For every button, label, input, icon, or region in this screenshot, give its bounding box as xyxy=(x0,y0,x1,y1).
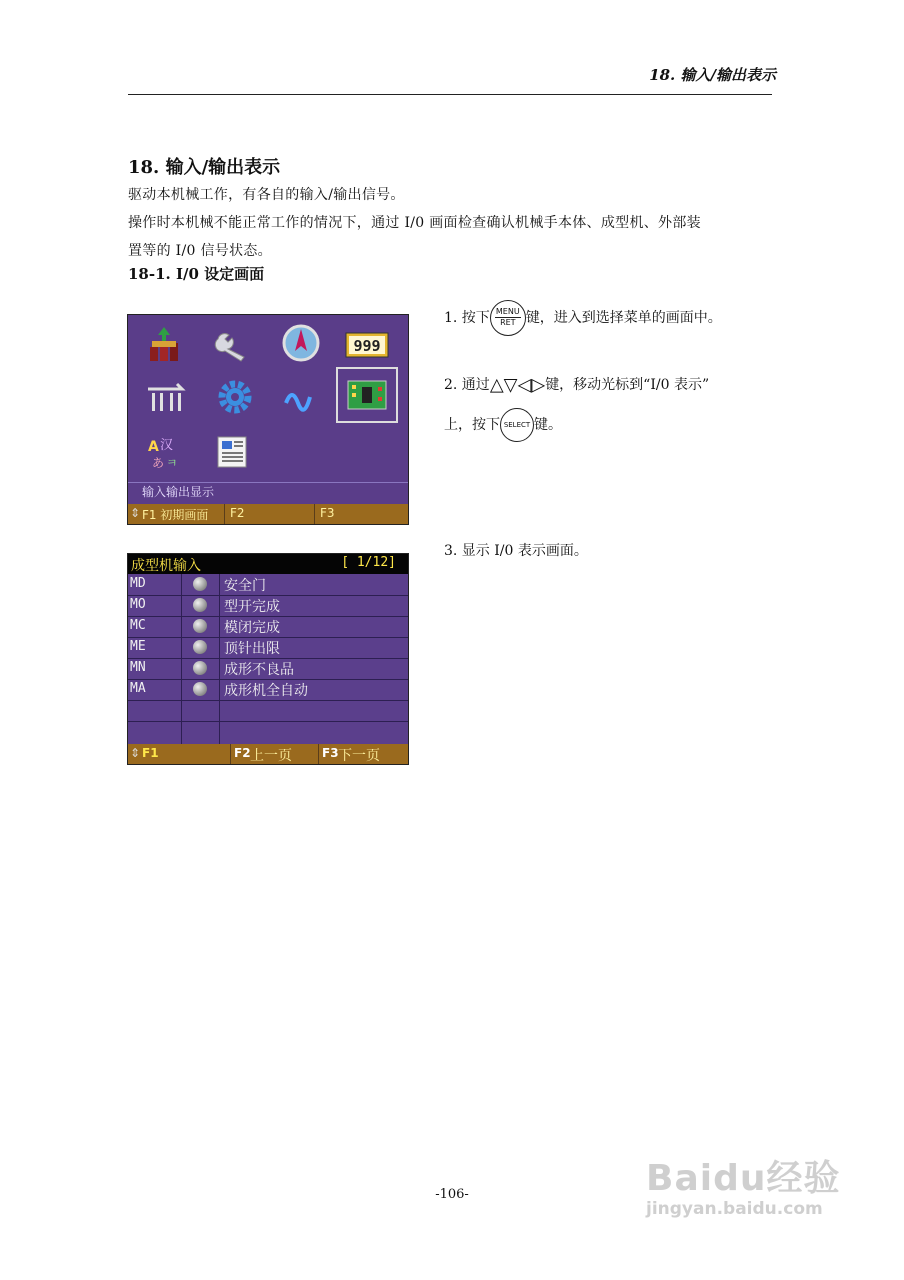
io-f3-label[interactable]: 下一页 xyxy=(338,748,380,764)
paragraph-2-line-1: 操作时本机械不能正常工作的情况下，通过 I/0 画面检查确认机械手本体、成型机、外部装 xyxy=(128,215,701,231)
io-row-empty xyxy=(128,721,408,742)
menu-screen xyxy=(127,314,409,525)
menu-ret-key-icon xyxy=(490,300,526,336)
wave-icon[interactable] xyxy=(278,377,324,417)
io-code: MA xyxy=(130,681,146,696)
io-code: MD xyxy=(130,576,146,591)
step-1-prefix: 1. 按下 xyxy=(444,310,490,326)
io-row[interactable] xyxy=(128,679,408,701)
lang-a: A xyxy=(148,439,159,455)
document-icon[interactable] xyxy=(212,431,258,471)
scroll-arrows-icon: ⇕ xyxy=(130,506,141,520)
menu-function-bar xyxy=(128,504,408,524)
io-signal-name: 模闭完成 xyxy=(224,620,280,636)
lang-han: 汉 xyxy=(160,438,174,453)
status-lamp-icon xyxy=(193,619,207,633)
io-f2-key[interactable]: F2 xyxy=(234,746,251,760)
wrench-icon[interactable] xyxy=(212,325,258,365)
scroll-arrows-icon: ⇕ xyxy=(130,746,141,760)
io-signal-name: 顶针出限 xyxy=(224,641,280,657)
step-2-line-1 xyxy=(444,374,709,396)
arrow-keys-icon: △▽◁▷ xyxy=(489,374,546,396)
menu-f2-key[interactable]: F2 xyxy=(230,506,245,520)
watermark-brand: Baidu经验 xyxy=(646,1158,841,1199)
io-row[interactable] xyxy=(128,574,408,596)
io-row[interactable] xyxy=(128,595,408,617)
compass-icon[interactable] xyxy=(278,323,324,363)
io-screen xyxy=(127,553,409,765)
io-function-bar xyxy=(128,744,408,764)
io-signal-name: 型开完成 xyxy=(224,599,280,615)
menu-f1-key[interactable]: F1 初期画面 xyxy=(142,508,209,522)
menu-caption: 输入输出显示 xyxy=(128,482,408,500)
circuit-board-icon[interactable] xyxy=(344,375,390,415)
paragraph-2-line-2: 置等的 I/0 信号状态。 xyxy=(128,243,272,259)
step-2-line-2-suffix: 键。 xyxy=(534,417,562,433)
key-label-menu: MENU xyxy=(495,307,520,316)
page-number: -106- xyxy=(435,1187,469,1202)
counter-999-icon[interactable] xyxy=(344,327,390,367)
step-1-suffix: 键，进入到选择菜单的画面中。 xyxy=(525,310,722,326)
io-signal-name: 成形不良品 xyxy=(224,662,294,678)
status-lamp-icon xyxy=(193,661,207,675)
fbar-divider xyxy=(224,504,225,524)
section-heading: 18. 输入/输出表示 xyxy=(128,157,281,178)
watermark-logo xyxy=(646,1150,840,1219)
io-signal-name: 安全门 xyxy=(224,578,266,594)
step-3: 3. 显示 I/0 表示画面。 xyxy=(444,543,588,559)
step-1 xyxy=(444,300,722,336)
io-f2-label[interactable]: 上一页 xyxy=(250,748,292,764)
io-row-empty xyxy=(128,700,408,722)
subsection-heading: 18-1. I/0 设定画面 xyxy=(128,265,265,283)
step-2-suffix: 键，移动光标到“I/0 表示” xyxy=(545,377,710,393)
status-lamp-icon xyxy=(193,598,207,612)
page-header-title: 18. 输入/输出表示 xyxy=(649,66,776,84)
status-lamp-icon xyxy=(193,640,207,654)
io-code: MN xyxy=(130,660,146,675)
io-code: MO xyxy=(130,597,146,612)
io-arrows-icon[interactable] xyxy=(144,377,190,417)
menu-f3-key[interactable]: F3 xyxy=(320,506,335,520)
io-title-bar xyxy=(128,554,408,574)
fbar-divider xyxy=(230,744,231,764)
io-code: MC xyxy=(130,618,146,633)
status-lamp-icon xyxy=(193,682,207,696)
step-2-line-2 xyxy=(444,408,562,442)
lang-kana: あ xyxy=(152,456,165,470)
fbar-divider xyxy=(314,504,315,524)
io-page-indicator: [ 1/12] xyxy=(341,555,396,570)
io-row[interactable] xyxy=(128,637,408,659)
io-row[interactable] xyxy=(128,616,408,638)
lang-hangul: ㅋ xyxy=(166,456,178,470)
io-code: ME xyxy=(130,639,146,654)
watermark-url: jingyan.baidu.com xyxy=(646,1199,823,1219)
status-lamp-icon xyxy=(193,577,207,591)
step-2-prefix: 2. 通过 xyxy=(444,377,490,393)
io-row[interactable] xyxy=(128,658,408,680)
paragraph-1: 驱动本机械工作，有各自的输入/输出信号。 xyxy=(128,187,405,203)
robot-stack-icon[interactable] xyxy=(144,325,190,365)
language-icon[interactable] xyxy=(144,433,190,473)
step-2-line-2-prefix: 上，按下 xyxy=(444,417,500,433)
io-screen-title: 成型机输入 xyxy=(131,558,201,574)
io-f3-key[interactable]: F3 xyxy=(322,746,339,760)
header-rule xyxy=(128,94,772,95)
counter-text: 999 xyxy=(353,337,381,355)
fbar-divider xyxy=(318,744,319,764)
io-f1-key[interactable]: F1 xyxy=(142,746,159,760)
select-key-icon: SELECT xyxy=(500,408,534,442)
gear-icon[interactable] xyxy=(212,377,258,417)
key-label-ret: RET xyxy=(495,317,521,327)
io-signal-name: 成形机全自动 xyxy=(224,683,308,699)
